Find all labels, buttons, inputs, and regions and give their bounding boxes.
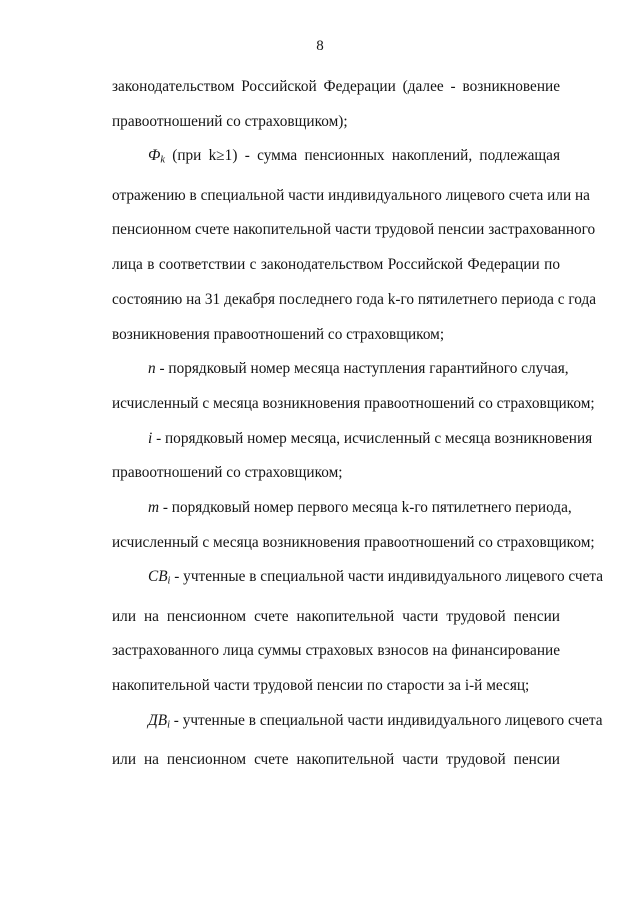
paragraph-m (76, 491, 595, 560)
page-number: 8 (316, 38, 324, 54)
text-fragment: - порядковый номер месяца, исчисленный с месяца возникновения (152, 429, 593, 447)
text-line: или на пенсионном счете накопительной части трудовой пенсии (112, 751, 560, 769)
paragraph-i (76, 422, 593, 491)
text-line (76, 491, 572, 526)
text-line: состоянию на 31 декабря последнего года k-го пятилетнего периода с года (112, 290, 597, 308)
text-fragment: - учтенные в специальной части индивидуального лицевого счета (169, 711, 603, 729)
text-line (76, 560, 604, 599)
paragraph-continuation (76, 70, 560, 139)
text-line (76, 422, 593, 457)
symbol-m: m (148, 499, 160, 517)
symbol-dv: ДВ (148, 711, 168, 729)
document-body (76, 70, 604, 778)
text-line: или на пенсионном счете накопительной части трудовой пенсии (112, 607, 560, 625)
subscript-i: i (167, 719, 170, 731)
text-line: накопительной части трудовой пенсии по старости за i-й месяц; (112, 677, 530, 695)
subscript-k: k (160, 155, 165, 166)
text-fragment: (при k≥1) - сумма пенсионных накоплений, подлежащая (164, 147, 560, 165)
paragraph-n (76, 352, 595, 421)
symbol-n: n (148, 360, 156, 378)
paragraph-sv-i (76, 560, 604, 703)
text-line: исчисленный с месяца возникновения правоотношений со страховщиком; (112, 533, 595, 551)
paragraph-dv-i (76, 704, 603, 778)
symbol-phi: Ф (148, 147, 161, 165)
text-line: пенсионном счете накопительной части трудовой пенсии застрахованного (112, 221, 596, 239)
text-line: отражению в специальной части индивидуального лицевого счета или на (112, 186, 590, 204)
paragraph-phi-k (76, 139, 597, 352)
text-fragment: - учтенные в специальной части индивидуального лицевого счета (170, 568, 604, 586)
text-line: законодательством Российской Федерации (далее - возникновение (112, 78, 560, 95)
text-line: правоотношений со страховщиком; (112, 464, 343, 482)
text-line: правоотношений со страховщиком); (112, 112, 348, 130)
text-line (76, 139, 560, 178)
symbol-i: i (148, 429, 153, 447)
text-fragment: - порядковый номер месяца наступления гарантийного случая, (155, 360, 569, 378)
text-line (76, 352, 569, 387)
text-fragment: - порядковый номер первого месяца k-го пятилетнего периода, (159, 499, 572, 517)
text-line: лица в соответствии с законодательством Российской Федерации по (112, 256, 560, 274)
subscript-i: i (167, 576, 171, 588)
symbol-sv: СВ (148, 568, 168, 586)
text-line: возникновения правоотношений со страховщиком; (112, 325, 445, 343)
text-line: застрахованного лица суммы страховых взносов на финансирование (112, 642, 560, 660)
text-line (76, 704, 603, 743)
text-line: исчисленный с месяца возникновения правоотношений со страховщиком; (112, 394, 595, 412)
